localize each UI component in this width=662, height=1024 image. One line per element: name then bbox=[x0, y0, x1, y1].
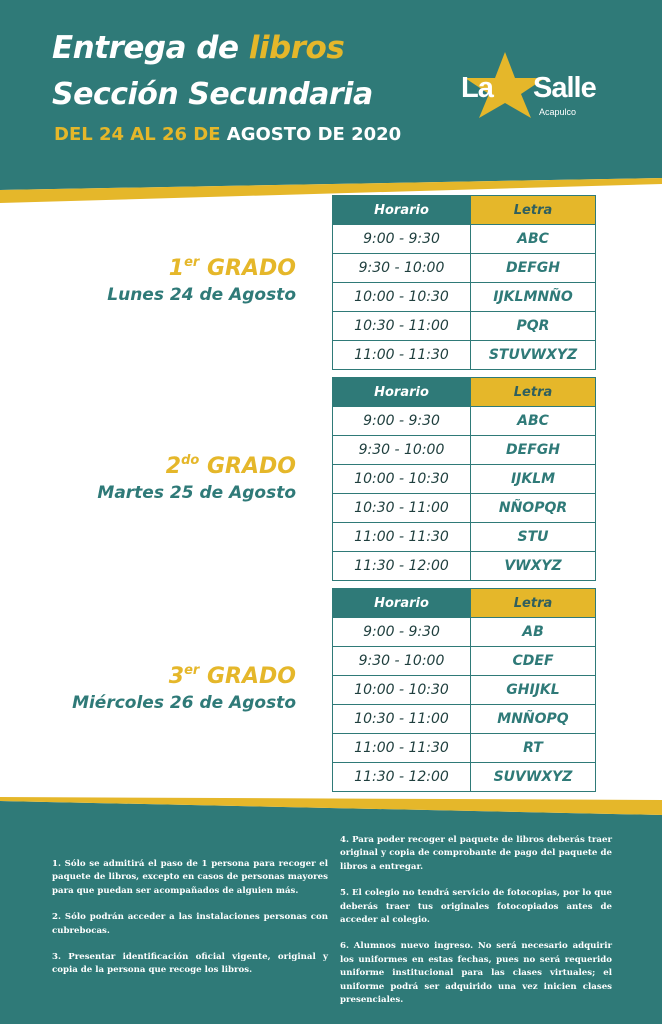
logo-text-la: La bbox=[461, 72, 493, 104]
column-header-letter: Letra bbox=[471, 196, 596, 225]
cell-letter: IJKLM bbox=[471, 465, 596, 494]
cell-letter: VWXYZ bbox=[471, 552, 596, 581]
logo-subtext: Acapulco bbox=[539, 107, 577, 117]
grade-1-day: Lunes 24 de Agosto bbox=[107, 285, 296, 305]
cell-time: 10:00 - 10:30 bbox=[333, 283, 471, 312]
cell-letter: GHIJKL bbox=[471, 676, 596, 705]
cell-time: 9:00 - 9:30 bbox=[333, 225, 471, 254]
note-6: 6. Alumnos nuevo ingreso. No será necesario adquirir los uniformes en estas fechas, pues no será requerido uniforme institucional para las clases virtuales; el uniforme podrá ser adquirido una vez inicien clases presenciales. bbox=[340, 941, 612, 1006]
table-row bbox=[333, 552, 596, 581]
cell-letter: ABC bbox=[471, 407, 596, 436]
grade-3-schedule-table bbox=[332, 588, 596, 792]
cell-time: 11:00 - 11:30 bbox=[333, 523, 471, 552]
cell-letter: STU bbox=[471, 523, 596, 552]
cell-letter: ABC bbox=[471, 225, 596, 254]
table-row bbox=[333, 763, 596, 792]
note-1: 1. Sólo se admitirá el paso de 1 persona para recoger el paquete de libros, excepto en casos de personas mayores para que puedan ser acompañados de alguien más. bbox=[52, 859, 328, 896]
table-row bbox=[333, 705, 596, 734]
column-header-letter: Letra bbox=[471, 378, 596, 407]
grade-2-schedule-table bbox=[332, 377, 596, 581]
cell-time: 9:00 - 9:30 bbox=[333, 407, 471, 436]
cell-time: 9:30 - 10:00 bbox=[333, 254, 471, 283]
logo-text-salle: Salle bbox=[533, 72, 596, 104]
table-row bbox=[333, 254, 596, 283]
grade-1-schedule-table bbox=[332, 195, 596, 370]
grade-3-title: 3er GRADO bbox=[168, 663, 296, 689]
cell-letter: PQR bbox=[471, 312, 596, 341]
table-header-row bbox=[333, 378, 596, 407]
cell-time: 11:30 - 12:00 bbox=[333, 763, 471, 792]
table-row bbox=[333, 283, 596, 312]
notes-left-column bbox=[52, 858, 328, 991]
note-3: 3. Presentar identificación oficial vigente, original y copia de la persona que recoge los libros. bbox=[52, 952, 328, 976]
table-row bbox=[333, 312, 596, 341]
lasalle-logo bbox=[455, 50, 615, 130]
table-row bbox=[333, 523, 596, 552]
grade-2-day: Martes 25 de Agosto bbox=[97, 483, 296, 503]
cell-letter: MNÑOPQ bbox=[471, 705, 596, 734]
cell-time: 10:30 - 11:00 bbox=[333, 494, 471, 523]
cell-time: 10:30 - 11:00 bbox=[333, 312, 471, 341]
grade-1-title: 1er GRADO bbox=[168, 255, 296, 281]
table-header-row bbox=[333, 589, 596, 618]
table-row bbox=[333, 494, 596, 523]
table-row bbox=[333, 647, 596, 676]
cell-letter: CDEF bbox=[471, 647, 596, 676]
notes-right-column bbox=[340, 834, 612, 1020]
cell-letter: SUVWXYZ bbox=[471, 763, 596, 792]
cell-time: 9:30 - 10:00 bbox=[333, 647, 471, 676]
note-4: 4. Para poder recoger el paquete de libros deberás traer original y copia de comprobante de pago del paquete de libros a entregar. bbox=[340, 835, 612, 872]
grade-1-label bbox=[107, 255, 296, 305]
column-header-time: Horario bbox=[333, 589, 471, 618]
table-row bbox=[333, 465, 596, 494]
cell-time: 10:30 - 11:00 bbox=[333, 705, 471, 734]
cell-letter: IJKLMNÑO bbox=[471, 283, 596, 312]
grade-2-label bbox=[97, 453, 296, 503]
cell-time: 10:00 - 10:30 bbox=[333, 676, 471, 705]
cell-time: 9:30 - 10:00 bbox=[333, 436, 471, 465]
page-subtitle: Sección Secundaria bbox=[52, 77, 373, 112]
grade-3-label bbox=[72, 663, 296, 713]
note-2: 2. Sólo podrán acceder a las instalaciones personas con cubrebocas. bbox=[52, 912, 328, 936]
cell-letter: RT bbox=[471, 734, 596, 763]
table-row bbox=[333, 436, 596, 465]
cell-letter: STUVWXYZ bbox=[471, 341, 596, 370]
cell-time: 11:00 - 11:30 bbox=[333, 734, 471, 763]
page-title: Entrega de libros bbox=[52, 30, 345, 66]
table-row bbox=[333, 618, 596, 647]
grade-2-title: $2^{do}$ GRADO bbox=[165, 453, 296, 479]
column-header-time: Horario bbox=[333, 196, 471, 225]
column-header-time: Horario bbox=[333, 378, 471, 407]
cell-letter: DEFGH bbox=[471, 254, 596, 283]
table-row bbox=[333, 676, 596, 705]
header-banner bbox=[0, 0, 662, 205]
cell-letter: AB bbox=[471, 618, 596, 647]
cell-letter: NÑOPQR bbox=[471, 494, 596, 523]
cell-time: 11:00 - 11:30 bbox=[333, 341, 471, 370]
cell-time: 9:00 - 9:30 bbox=[333, 618, 471, 647]
column-header-letter: Letra bbox=[471, 589, 596, 618]
cell-time: 10:00 - 10:30 bbox=[333, 465, 471, 494]
note-5: 5. El colegio no tendrá servicio de fotocopias, por lo que deberás traer tus originales fotocopiados antes de acceder al colegio. bbox=[340, 888, 612, 926]
table-row bbox=[333, 734, 596, 763]
cell-time: 11:30 - 12:00 bbox=[333, 552, 471, 581]
table-row bbox=[333, 341, 596, 370]
table-row bbox=[333, 407, 596, 436]
grade-3-day: Miércoles 26 de Agosto bbox=[72, 693, 296, 713]
table-row bbox=[333, 225, 596, 254]
table-header-row bbox=[333, 196, 596, 225]
date-range: DEL 24 AL 26 DE AGOSTO DE 2020 bbox=[54, 124, 402, 145]
cell-letter: DEFGH bbox=[471, 436, 596, 465]
